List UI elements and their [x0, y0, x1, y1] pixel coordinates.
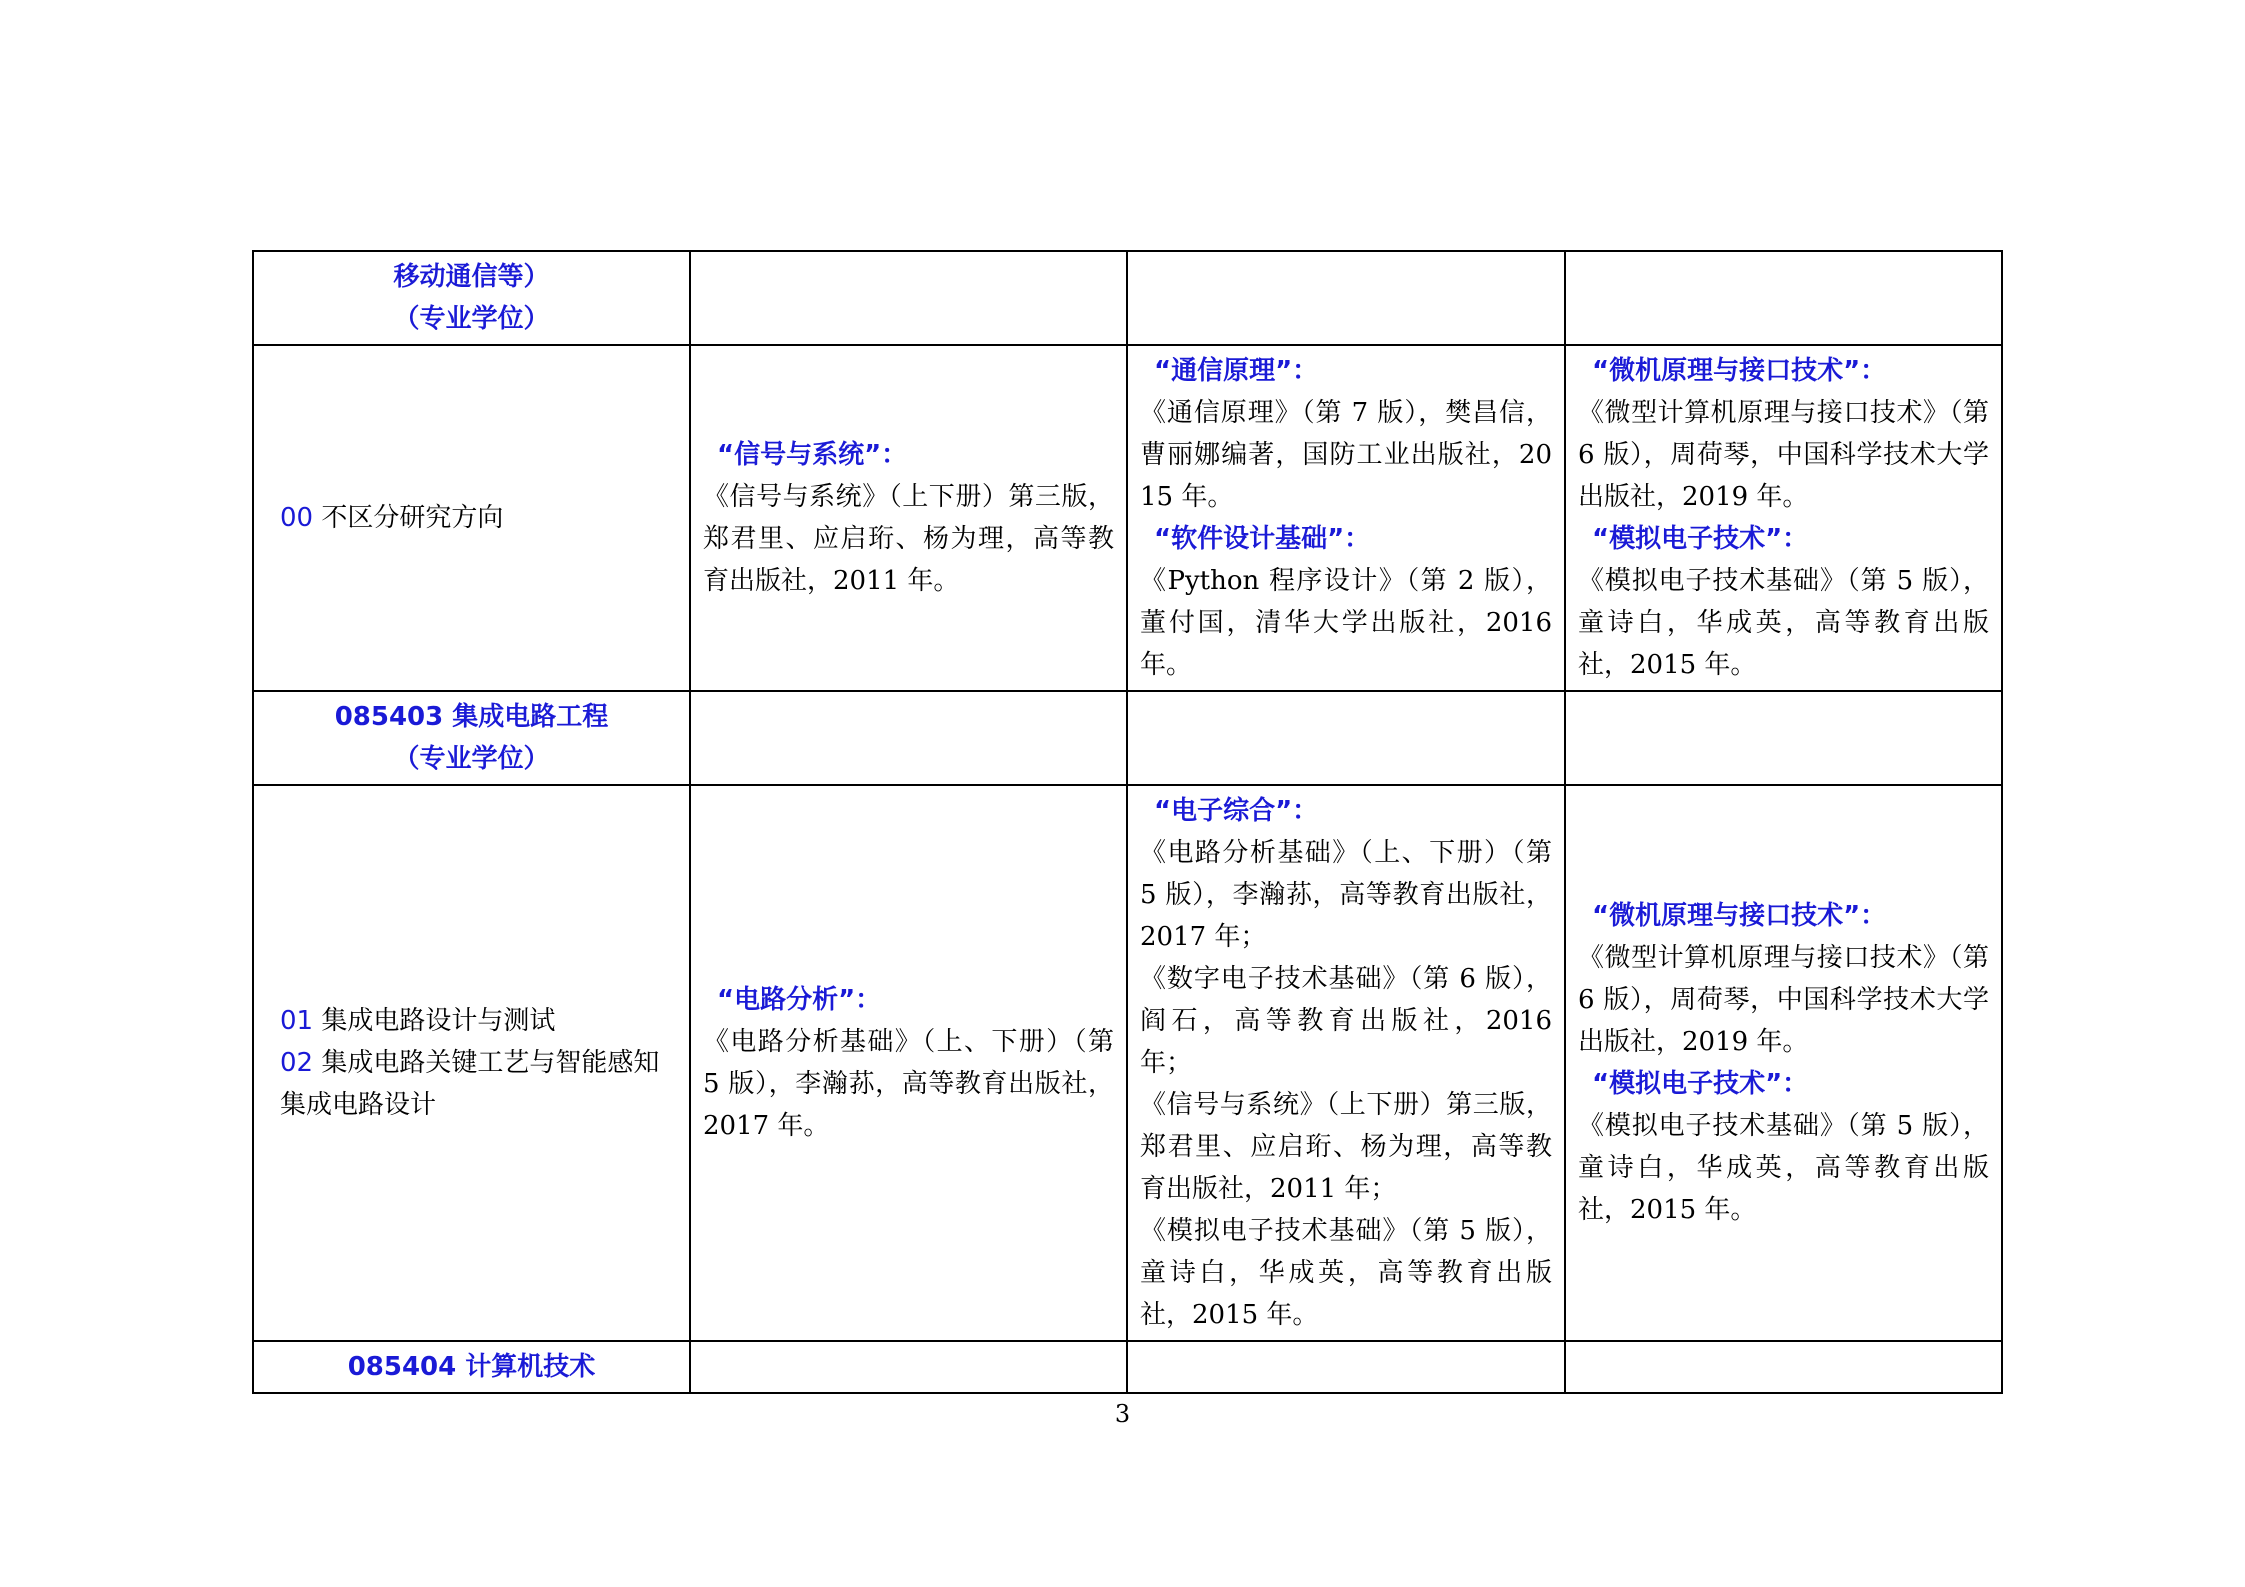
major-name: 085404 计算机技术: [347, 1352, 596, 1382]
subject-title: “电子综合”：: [1154, 796, 1319, 826]
major-heading-cell: [253, 691, 690, 785]
reference-book: 《微型计算机原理与接口技术》（第 6 版），周荷琴，中国科学技术大学出版社，2019 年。: [1578, 398, 1989, 512]
reference-book: 《模拟电子技术基础》（第 5 版），童诗白，华成英，高等教育出版社，2015 年。: [1578, 1111, 1989, 1225]
empty-cell: [1565, 251, 2002, 345]
table-row: [253, 345, 2002, 691]
direction-code: 02: [280, 1048, 314, 1078]
subject-title: “信号与系统”：: [717, 440, 908, 470]
subject-title: “通信原理”：: [1154, 356, 1319, 386]
reference-book: 《电路分析基础》（上、下册）（第 5 版），李瀚荪，高等教育出版社，2017 年。: [703, 1027, 1114, 1141]
major-name: 085403 集成电路工程: [334, 702, 609, 732]
reference-book: 《通信原理》（第 7 版），樊昌信，曹丽娜编著，国防工业出版社，2015 年。: [1140, 398, 1552, 512]
direction-item: [266, 497, 677, 539]
exam-subject-cell: [1127, 785, 1565, 1341]
subject-title: “微机原理与接口技术”：: [1592, 901, 1887, 931]
subject-title: “软件设计基础”：: [1154, 524, 1371, 554]
table-row: [253, 251, 2002, 345]
reference-book: 《模拟电子技术基础》（第 5 版），童诗白，华成英，高等教育出版社，2015 年。: [1140, 1216, 1552, 1330]
exam-subject-cell: [1127, 345, 1565, 691]
reference-book: 《Python 程序设计》（第 2 版），董付国，清华大学出版社，2016 年。: [1140, 566, 1552, 680]
direction-code: 01: [280, 1006, 314, 1036]
major-name: 移动通信等）: [393, 262, 550, 292]
reference-book: 《信号与系统》（上下册）第三版，郑君里、应启珩、杨为理，高等教育出版社，2011 年；: [1140, 1090, 1552, 1204]
direction-text: 集成电路关键工艺与智能感知集成电路设计: [280, 1048, 660, 1120]
subject-title: “模拟电子技术”：: [1592, 1069, 1809, 1099]
table-row: [253, 1341, 2002, 1393]
empty-cell: [1565, 1341, 2002, 1393]
table-row: [253, 691, 2002, 785]
direction-cell: [253, 785, 690, 1341]
direction-item: [266, 1042, 677, 1126]
degree-type: （专业学位）: [393, 304, 550, 334]
degree-type: （专业学位）: [393, 744, 550, 774]
direction-text: 集成电路设计与测试: [321, 1006, 556, 1036]
reference-book: 《微型计算机原理与接口技术》（第 6 版），周荷琴，中国科学技术大学出版社，2019 年。: [1578, 943, 1989, 1057]
subject-title: “模拟电子技术”：: [1592, 524, 1809, 554]
table-row: [253, 785, 2002, 1341]
exam-subject-cell: [690, 345, 1127, 691]
empty-cell: [1127, 691, 1565, 785]
exam-subject-cell: [1565, 345, 2002, 691]
direction-cell: [253, 345, 690, 691]
reference-book: 《电路分析基础》（上、下册）（第 5 版），李瀚荪，高等教育出版社，2017 年；: [1140, 838, 1552, 952]
empty-cell: [690, 691, 1127, 785]
subject-title: “微机原理与接口技术”：: [1592, 356, 1887, 386]
subject-title: “电路分析”：: [717, 985, 882, 1015]
reference-book: 《信号与系统》（上下册）第三版，郑君里、应启珩、杨为理，高等教育出版社，2011 年。: [703, 482, 1114, 596]
empty-cell: [1127, 1341, 1565, 1393]
empty-cell: [690, 251, 1127, 345]
exam-subject-cell: [690, 785, 1127, 1341]
empty-cell: [1127, 251, 1565, 345]
page-number: 3: [1114, 1400, 1131, 1428]
reference-book: 《模拟电子技术基础》（第 5 版），童诗白，华成英，高等教育出版社，2015 年。: [1578, 566, 1989, 680]
major-heading-cell: [253, 1341, 690, 1393]
direction-text: 不区分研究方向: [321, 503, 504, 533]
direction-item: [266, 1000, 677, 1042]
empty-cell: [1565, 691, 2002, 785]
syllabus-table: [252, 250, 2003, 1394]
empty-cell: [690, 1341, 1127, 1393]
reference-book: 《数字电子技术基础》（第 6 版），阎石，高等教育出版社，2016 年；: [1140, 964, 1552, 1078]
direction-code: 00: [280, 503, 314, 533]
major-heading-cell: [253, 251, 690, 345]
exam-subject-cell: [1565, 785, 2002, 1341]
